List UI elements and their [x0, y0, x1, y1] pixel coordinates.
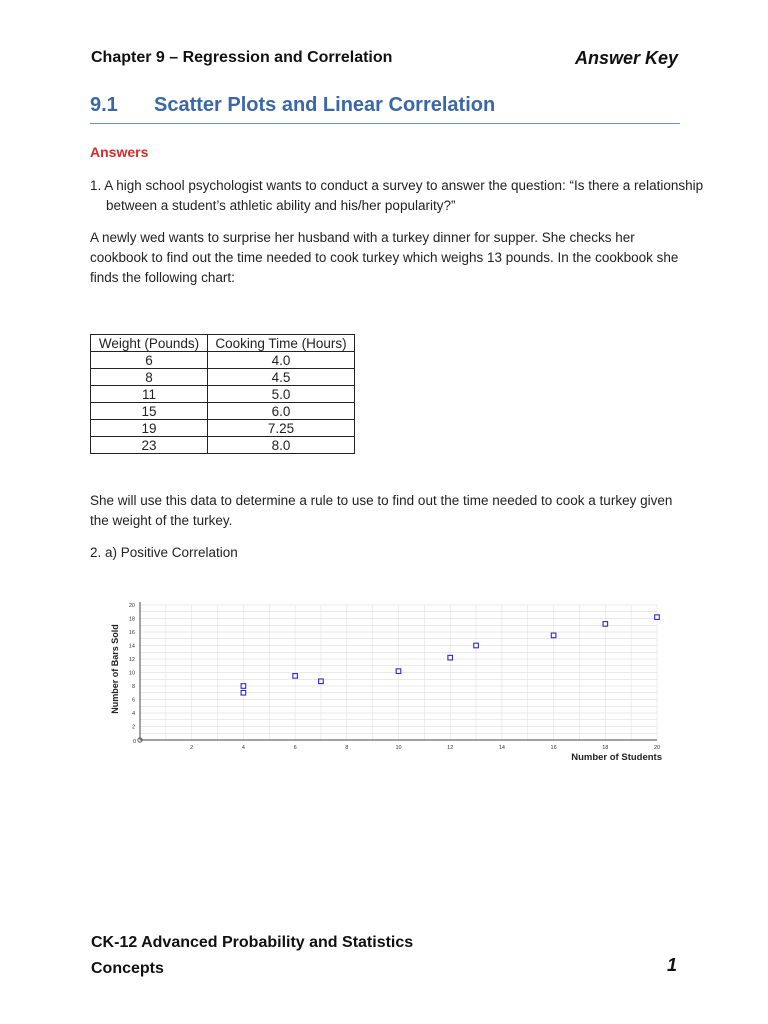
question-2a: 2. a) Positive Correlation [90, 545, 238, 560]
answers-label: Answers [90, 144, 149, 160]
x-tick-label: 4 [241, 745, 245, 751]
data-point [603, 622, 608, 627]
footer-line-2: Concepts [91, 960, 164, 977]
x-axis-label: Number of Students [571, 752, 662, 763]
x-tick-label: 14 [498, 745, 505, 751]
rule-paragraph: She will use this data to determine a rule to use to find out the time needed to cook a turkey given the weight of the turkey. [90, 493, 673, 528]
y-tick-label: 2 [131, 724, 135, 731]
cooking-table [90, 334, 355, 454]
y-tick-label: 6 [131, 697, 135, 704]
x-tick-label: 6 [293, 745, 297, 751]
x-tick-label: 12 [447, 745, 454, 751]
x-tick-label: 2 [190, 745, 194, 751]
question-1: 1. A high school psychologist wants to conduct a survey to answer the question: “Is there a relationship between a student’s athletic ability and his/her popularity?” [90, 178, 704, 213]
data-point [241, 690, 246, 695]
y-tick-label: 10 [128, 670, 135, 677]
time-cell: 4.0 [208, 352, 355, 369]
table-row [91, 403, 355, 420]
data-point [319, 679, 324, 684]
data-point [448, 655, 453, 660]
section-heading [90, 94, 680, 124]
weight-cell: 11 [91, 386, 208, 403]
time-cell: 4.5 [208, 369, 355, 386]
weight-cell: 6 [91, 352, 208, 369]
table-row [91, 352, 355, 369]
section-title: Scatter Plots and Linear Correlation [154, 94, 496, 116]
time-cell: 5.0 [208, 386, 355, 403]
time-cell: 7.25 [208, 420, 355, 437]
y-tick-label: 14 [128, 643, 135, 650]
x-tick-label: 18 [602, 745, 609, 751]
footer-line-1: CK-12 Advanced Probability and Statistics [91, 934, 414, 951]
x-tick-label: 20 [653, 745, 661, 751]
data-point [241, 684, 246, 689]
x-tick-label: 8 [345, 745, 349, 751]
data-point [655, 615, 660, 620]
origin-label: 0 [132, 739, 136, 745]
weight-cell: 19 [91, 420, 208, 437]
y-tick-label: 18 [128, 616, 135, 623]
y-axis-label: Number of Bars Sold [110, 624, 120, 714]
answer-key-label: Answer Key [574, 48, 678, 68]
column-header-weight: Weight (Pounds) [91, 335, 208, 352]
table-row [91, 420, 355, 437]
y-tick-label: 20 [128, 603, 135, 609]
table-header-row [91, 335, 355, 352]
y-tick-label: 12 [128, 657, 135, 663]
weight-cell: 8 [91, 369, 208, 386]
time-cell: 8.0 [208, 437, 355, 454]
data-point [551, 633, 556, 638]
x-tick-label: 16 [550, 745, 557, 751]
table-row [91, 369, 355, 386]
data-point [293, 674, 298, 679]
section-number: 9.1 [90, 94, 118, 116]
y-tick-label: 4 [131, 711, 135, 717]
turkey-paragraph: A newly wed wants to surprise her husband with a turkey dinner for supper. She checks her cookbook to find out the time needed to cook turkey which weighs 13 pounds. In the cookbook she finds the following chart: [90, 230, 679, 285]
column-header-time: Cooking Time (Hours) [208, 335, 355, 352]
y-tick-label: 16 [128, 630, 135, 636]
data-point [396, 669, 401, 674]
time-cell: 6.0 [208, 403, 355, 420]
weight-cell: 15 [91, 403, 208, 420]
weight-cell: 23 [91, 437, 208, 454]
table-row [91, 437, 355, 454]
y-tick-label: 8 [131, 684, 135, 690]
data-point [474, 643, 479, 648]
chapter-header: Chapter 9 – Regression and Correlation [91, 49, 393, 66]
footer-title [91, 930, 413, 982]
scatter-plot [100, 595, 670, 770]
table-row [91, 386, 355, 403]
x-tick-label: 10 [395, 745, 402, 751]
page-number: 1 [666, 955, 677, 975]
